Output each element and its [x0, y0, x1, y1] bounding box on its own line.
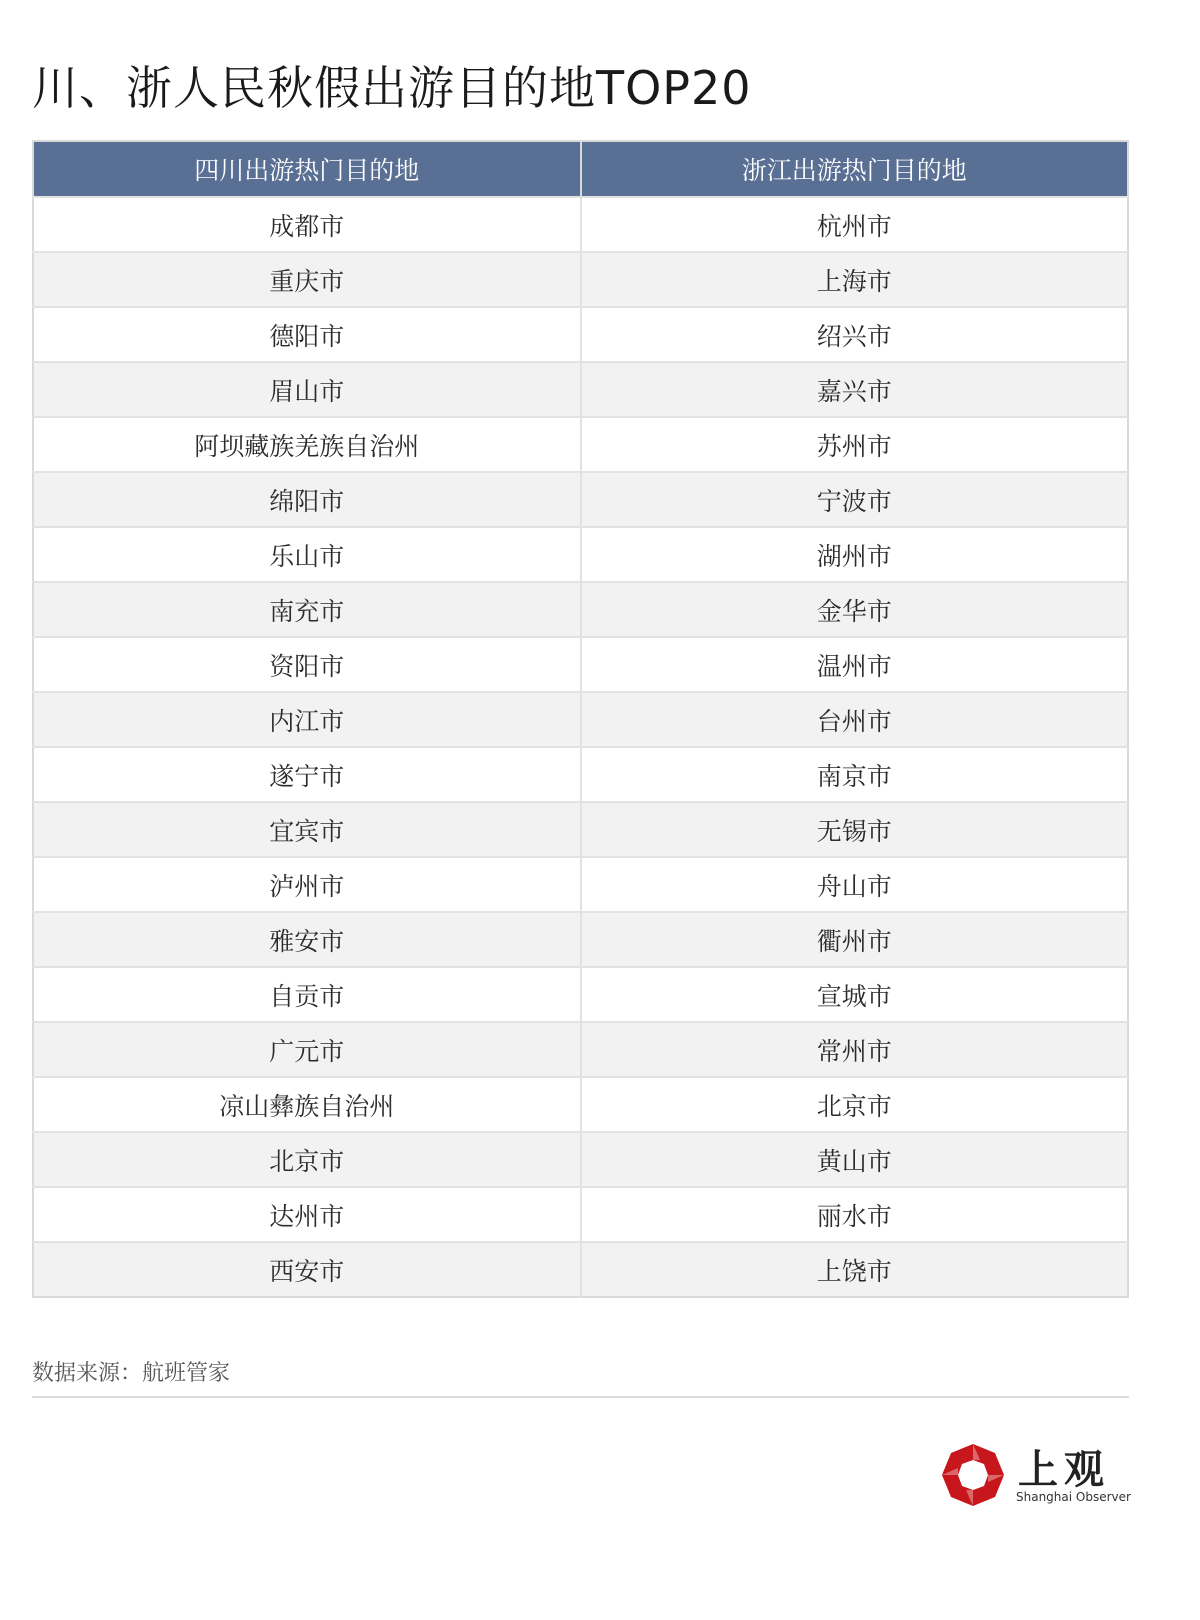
cell-zhejiang-destination: 常州市 — [581, 1022, 1129, 1077]
table-row — [33, 582, 1128, 637]
cell-sichuan-destination: 凉山彝族自治州 — [33, 1077, 581, 1132]
cell-zhejiang-destination: 北京市 — [581, 1077, 1129, 1132]
column-header-zhejiang: 浙江出游热门目的地 — [581, 141, 1129, 197]
table-row — [33, 637, 1128, 692]
table-row — [33, 252, 1128, 307]
cell-zhejiang-destination: 南京市 — [581, 747, 1129, 802]
cell-sichuan-destination: 成都市 — [33, 197, 581, 252]
table-header-row — [33, 141, 1128, 197]
table-row — [33, 802, 1128, 857]
table-row — [33, 362, 1128, 417]
column-header-sichuan: 四川出游热门目的地 — [33, 141, 581, 197]
table-row — [33, 1242, 1128, 1297]
table-row — [33, 197, 1128, 252]
cell-sichuan-destination: 广元市 — [33, 1022, 581, 1077]
cell-zhejiang-destination: 绍兴市 — [581, 307, 1129, 362]
brand-logo — [940, 1440, 1140, 1510]
cell-sichuan-destination: 重庆市 — [33, 252, 581, 307]
cell-sichuan-destination: 南充市 — [33, 582, 581, 637]
shanghai-observer-logo-icon — [940, 1442, 1006, 1508]
table-row — [33, 417, 1128, 472]
cell-zhejiang-destination: 丽水市 — [581, 1187, 1129, 1242]
table-row — [33, 307, 1128, 362]
cell-zhejiang-destination: 宣城市 — [581, 967, 1129, 1022]
cell-zhejiang-destination: 上饶市 — [581, 1242, 1129, 1297]
table-row — [33, 857, 1128, 912]
cell-zhejiang-destination: 上海市 — [581, 252, 1129, 307]
table-row — [33, 1077, 1128, 1132]
cell-sichuan-destination: 绵阳市 — [33, 472, 581, 527]
brand-name-cn: 上观 — [1018, 1446, 1110, 1493]
brand-name-en: Shanghai Observer — [1016, 1490, 1131, 1504]
cell-zhejiang-destination: 台州市 — [581, 692, 1129, 747]
cell-zhejiang-destination: 温州市 — [581, 637, 1129, 692]
table-row — [33, 912, 1128, 967]
table-row — [33, 1022, 1128, 1077]
cell-zhejiang-destination: 杭州市 — [581, 197, 1129, 252]
table-row — [33, 472, 1128, 527]
cell-sichuan-destination: 德阳市 — [33, 307, 581, 362]
cell-zhejiang-destination: 舟山市 — [581, 857, 1129, 912]
cell-sichuan-destination: 宜宾市 — [33, 802, 581, 857]
cell-sichuan-destination: 自贡市 — [33, 967, 581, 1022]
divider — [32, 1396, 1129, 1398]
table-row — [33, 1187, 1128, 1242]
cell-sichuan-destination: 阿坝藏族羌族自治州 — [33, 417, 581, 472]
cell-sichuan-destination: 雅安市 — [33, 912, 581, 967]
cell-sichuan-destination: 遂宁市 — [33, 747, 581, 802]
cell-zhejiang-destination: 苏州市 — [581, 417, 1129, 472]
cell-sichuan-destination: 达州市 — [33, 1187, 581, 1242]
cell-zhejiang-destination: 金华市 — [581, 582, 1129, 637]
cell-zhejiang-destination: 黄山市 — [581, 1132, 1129, 1187]
table-row — [33, 1132, 1128, 1187]
cell-sichuan-destination: 眉山市 — [33, 362, 581, 417]
cell-zhejiang-destination: 衢州市 — [581, 912, 1129, 967]
table-row — [33, 692, 1128, 747]
table-row — [33, 527, 1128, 582]
cell-sichuan-destination: 泸州市 — [33, 857, 581, 912]
table-row — [33, 747, 1128, 802]
cell-sichuan-destination: 北京市 — [33, 1132, 581, 1187]
cell-zhejiang-destination: 湖州市 — [581, 527, 1129, 582]
page-title: 川、浙人民秋假出游目的地TOP20 — [32, 61, 752, 115]
cell-sichuan-destination: 内江市 — [33, 692, 581, 747]
cell-zhejiang-destination: 宁波市 — [581, 472, 1129, 527]
cell-zhejiang-destination: 无锡市 — [581, 802, 1129, 857]
cell-zhejiang-destination: 嘉兴市 — [581, 362, 1129, 417]
table-row — [33, 967, 1128, 1022]
destination-table — [32, 140, 1129, 1298]
data-source-note: 数据来源：航班管家 — [32, 1361, 231, 1386]
cell-sichuan-destination: 资阳市 — [33, 637, 581, 692]
cell-sichuan-destination: 乐山市 — [33, 527, 581, 582]
table-body — [33, 197, 1128, 1297]
cell-sichuan-destination: 西安市 — [33, 1242, 581, 1297]
